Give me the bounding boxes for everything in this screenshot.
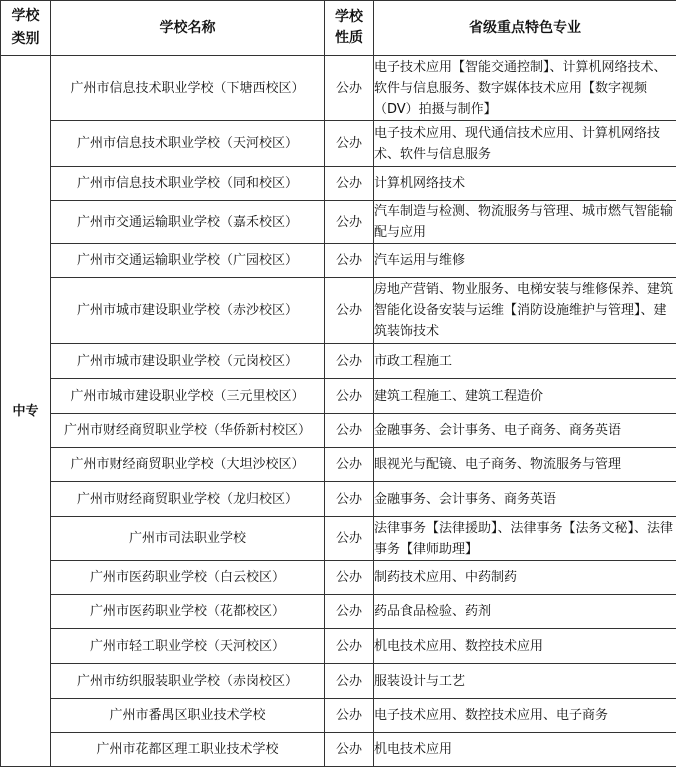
table-row (1, 379, 676, 414)
header-nature-line1: 学校 (335, 9, 363, 25)
school-nature: 公办 (325, 595, 374, 629)
header-category-label: 学校类别 (11, 5, 40, 51)
school-name: 广州市花都区理工职业技术学校 (51, 733, 325, 767)
header-nature (325, 1, 374, 56)
school-name: 广州市信息技术职业学校（天河校区） (51, 121, 325, 167)
school-name: 广州市城市建设职业学校（赤沙校区） (51, 278, 325, 344)
school-nature: 公办 (325, 344, 374, 379)
table-row (1, 561, 676, 595)
table-row (1, 699, 676, 733)
school-name: 广州市纺织服装职业学校（赤岗校区） (51, 664, 325, 699)
school-name: 广州市财经商贸职业学校（大坦沙校区） (51, 448, 325, 482)
table-row (1, 278, 676, 344)
school-nature: 公办 (325, 733, 374, 767)
school-name: 广州市信息技术职业学校（下塘西校区） (51, 56, 325, 121)
school-nature: 公办 (325, 244, 374, 278)
school-name: 广州市轻工职业学校（天河校区） (51, 629, 325, 664)
school-name: 广州市司法职业学校 (51, 517, 325, 561)
table-row (1, 664, 676, 699)
school-majors: 眼视光与配镜、电子商务、物流服务与管理 (374, 448, 676, 482)
table-row (1, 448, 676, 482)
school-category: 中专 (1, 56, 51, 767)
header-category (1, 1, 51, 56)
table-row (1, 201, 676, 244)
school-name: 广州市财经商贸职业学校（龙归校区） (51, 482, 325, 517)
table-row (1, 629, 676, 664)
school-nature: 公办 (325, 201, 374, 244)
header-name: 学校名称 (51, 1, 325, 56)
school-name: 广州市交通运输职业学校（广园校区） (51, 244, 325, 278)
school-majors: 电子技术应用、现代通信技术应用、计算机网络技术、软件与信息服务 (374, 121, 676, 167)
school-nature: 公办 (325, 167, 374, 201)
school-majors: 汽车运用与维修 (374, 244, 676, 278)
table-row (1, 167, 676, 201)
school-majors: 机电技术应用 (374, 733, 676, 767)
table-row (1, 344, 676, 379)
school-majors: 电子技术应用、数控技术应用、电子商务 (374, 699, 676, 733)
table-row (1, 595, 676, 629)
table-row (1, 56, 676, 121)
header-row (1, 1, 676, 56)
school-majors: 计算机网络技术 (374, 167, 676, 201)
header-majors: 省级重点特色专业 (374, 1, 676, 56)
table-row (1, 121, 676, 167)
school-nature: 公办 (325, 664, 374, 699)
school-name: 广州市城市建设职业学校（元岗校区） (51, 344, 325, 379)
school-name: 广州市财经商贸职业学校（华侨新村校区） (51, 414, 325, 448)
school-nature: 公办 (325, 379, 374, 414)
school-majors: 汽车制造与检测、物流服务与管理、城市燃气智能输配与应用 (374, 201, 676, 244)
school-nature: 公办 (325, 56, 374, 121)
header-nature-line2: 性质 (335, 30, 363, 46)
school-name: 广州市番禺区职业技术学校 (51, 699, 325, 733)
school-majors: 电子技术应用【智能交通控制】、计算机网络技术、软件与信息服务、数字媒体技术应用【数字视频（DV）拍摄与制作】 (374, 56, 676, 121)
school-majors: 制药技术应用、中药制药 (374, 561, 676, 595)
table-row (1, 517, 676, 561)
school-name: 广州市信息技术职业学校（同和校区） (51, 167, 325, 201)
school-nature: 公办 (325, 482, 374, 517)
table-row (1, 414, 676, 448)
school-name: 广州市医药职业学校（花都校区） (51, 595, 325, 629)
school-nature: 公办 (325, 278, 374, 344)
school-majors: 服装设计与工艺 (374, 664, 676, 699)
school-nature: 公办 (325, 121, 374, 167)
school-majors: 金融事务、会计事务、商务英语 (374, 482, 676, 517)
school-nature: 公办 (325, 561, 374, 595)
school-name: 广州市城市建设职业学校（三元里校区） (51, 379, 325, 414)
school-name: 广州市交通运输职业学校（嘉禾校区） (51, 201, 325, 244)
school-nature: 公办 (325, 517, 374, 561)
school-majors: 药品食品检验、药剂 (374, 595, 676, 629)
school-majors: 金融事务、会计事务、电子商务、商务英语 (374, 414, 676, 448)
school-nature: 公办 (325, 629, 374, 664)
school-majors: 法律事务【法律援助】、法律事务【法务文秘】、法律事务【律师助理】 (374, 517, 676, 561)
school-majors: 机电技术应用、数控技术应用 (374, 629, 676, 664)
school-majors: 建筑工程施工、建筑工程造价 (374, 379, 676, 414)
school-majors: 市政工程施工 (374, 344, 676, 379)
table-row (1, 733, 676, 767)
school-majors: 房地产营销、物业服务、电梯安装与维修保养、建筑智能化设备安装与运维【消防设施维护与管理】、建筑装饰技术 (374, 278, 676, 344)
school-nature: 公办 (325, 699, 374, 733)
school-nature: 公办 (325, 414, 374, 448)
school-nature: 公办 (325, 448, 374, 482)
table-row (1, 244, 676, 278)
school-name: 广州市医药职业学校（白云校区） (51, 561, 325, 595)
table-row (1, 482, 676, 517)
